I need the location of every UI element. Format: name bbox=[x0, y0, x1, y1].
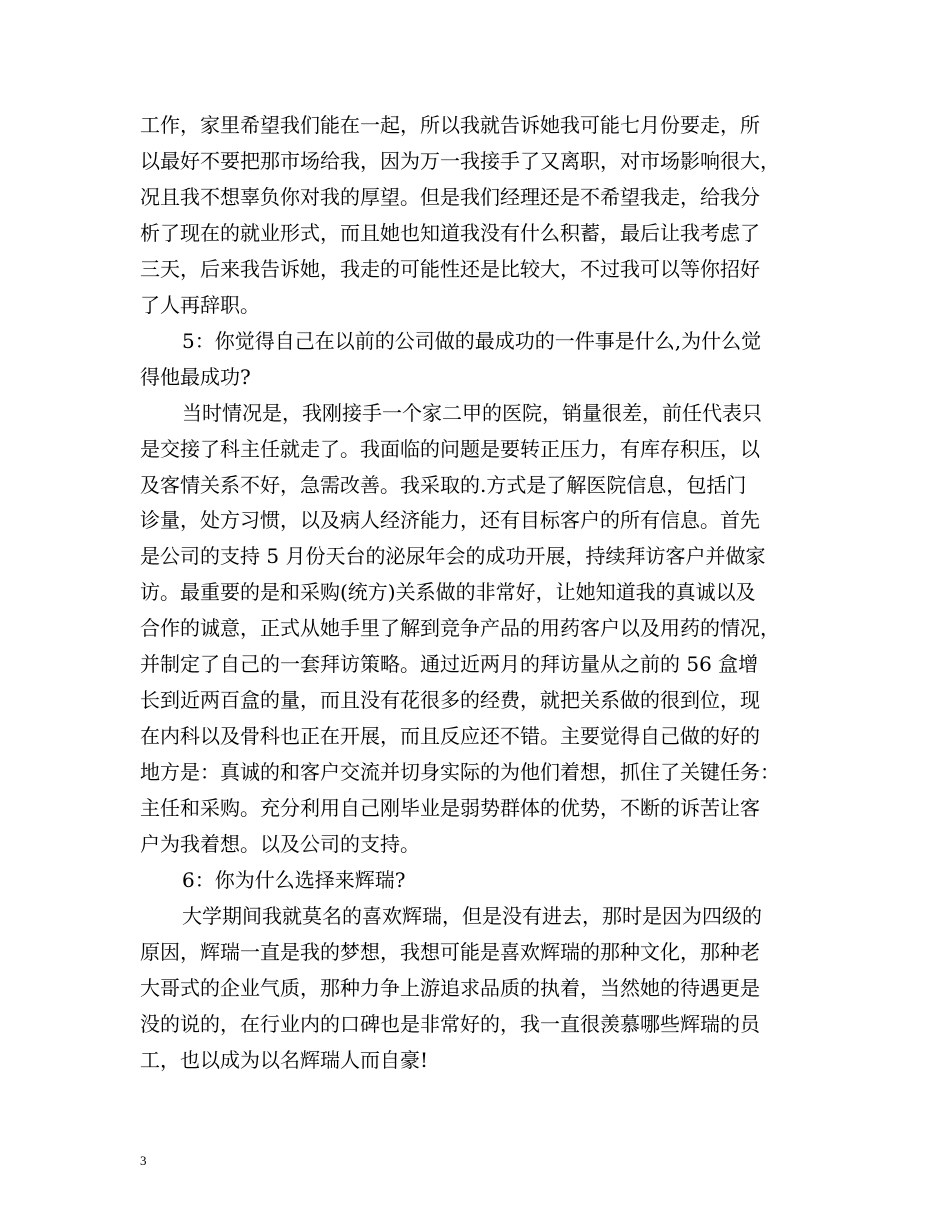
text-line-26: 没的说的，在行业内的口碑也是非常好的，我一直很羡慕哪些辉瑞的员 bbox=[140, 1011, 760, 1036]
text-line-13: 是公司的支持 5 月份天台的泌尿年会的成功开展，持续拜访客户并做家 bbox=[140, 544, 766, 569]
question-6-heading: 6：你为什么选择来辉瑞? bbox=[182, 867, 406, 892]
text-line-17: 长到近两百盒的量，而且没有花很多的经费，就把关系做的很到位，现 bbox=[140, 688, 760, 713]
text-line-11: 及客情关系不好，急需改善。我采取的.方式是了解医院信息，包括门 bbox=[140, 472, 747, 497]
text-line-19: 地方是：真诚的和客户交流并切身实际的为他们着想，抓住了关键任务： bbox=[140, 760, 780, 785]
text-line-25: 大哥式的企业气质，那种力争上游追求品质的执着，当然她的待遇更是 bbox=[140, 975, 760, 1000]
text-line-5: 三天，后来我告诉她，我走的可能性还是比较大，不过我可以等你招好 bbox=[140, 256, 760, 281]
text-line-10: 是交接了科主任就走了。我面临的问题是要转正压力，有库存积压，以 bbox=[140, 436, 760, 461]
text-line-1: 工作，家里希望我们能在一起，所以我就告诉她我可能七月份要走，所 bbox=[140, 113, 760, 137]
answer-5-first-line: 当时情况是，我刚接手一个家二甲的医院，销量很差，前任代表只 bbox=[182, 400, 762, 425]
text-line-14: 访。最重要的是和采购(统方)关系做的非常好，让她知道我的真诚以及 bbox=[140, 580, 756, 605]
text-line-2: 以最好不要把那市场给我，因为万一我接手了又离职，对市场影响很大， bbox=[140, 148, 780, 173]
text-line-27: 工，也以成为以名辉瑞人而自豪! bbox=[140, 1047, 429, 1072]
text-line-3: 况且我不想辜负你对我的厚望。但是我们经理还是不希望我走，给我分 bbox=[140, 184, 760, 209]
text-line-8: 得他最成功? bbox=[140, 364, 251, 389]
text-line-21: 户为我着想。以及公司的支持。 bbox=[140, 832, 420, 856]
text-line-16: 并制定了自己的一套拜访策略。通过近两月的拜访量从之前的 56 盒增 bbox=[140, 652, 759, 677]
question-5-heading: 5：你觉得自己在以前的公司做的最成功的一件事是什么,为什么觉 bbox=[182, 328, 762, 353]
text-line-18: 在内科以及骨科也正在开展，而且反应还不错。主要觉得自己做的好的 bbox=[140, 724, 760, 749]
text-line-6: 了人再辞职。 bbox=[140, 292, 260, 317]
text-line-12: 诊量，处方习惯，以及病人经济能力，还有目标客户的所有信息。首先 bbox=[140, 508, 760, 533]
page-number: 3 bbox=[140, 1153, 147, 1168]
text-line-24: 原因，辉瑞一直是我的梦想，我想可能是喜欢辉瑞的那种文化，那种老 bbox=[140, 939, 760, 964]
answer-6-first-line: 大学期间我就莫名的喜欢辉瑞，但是没有进去，那时是因为四级的 bbox=[182, 903, 762, 928]
text-line-4: 析了现在的就业形式，而且她也知道我没有什么积蓄，最后让我考虑了 bbox=[140, 220, 760, 245]
text-line-15: 合作的诚意，正式从她手里了解到竞争产品的用药客户以及用药的情况， bbox=[140, 616, 780, 641]
text-line-20: 主任和采购。充分利用自己刚毕业是弱势群体的优势，不断的诉苦让客 bbox=[140, 796, 760, 821]
